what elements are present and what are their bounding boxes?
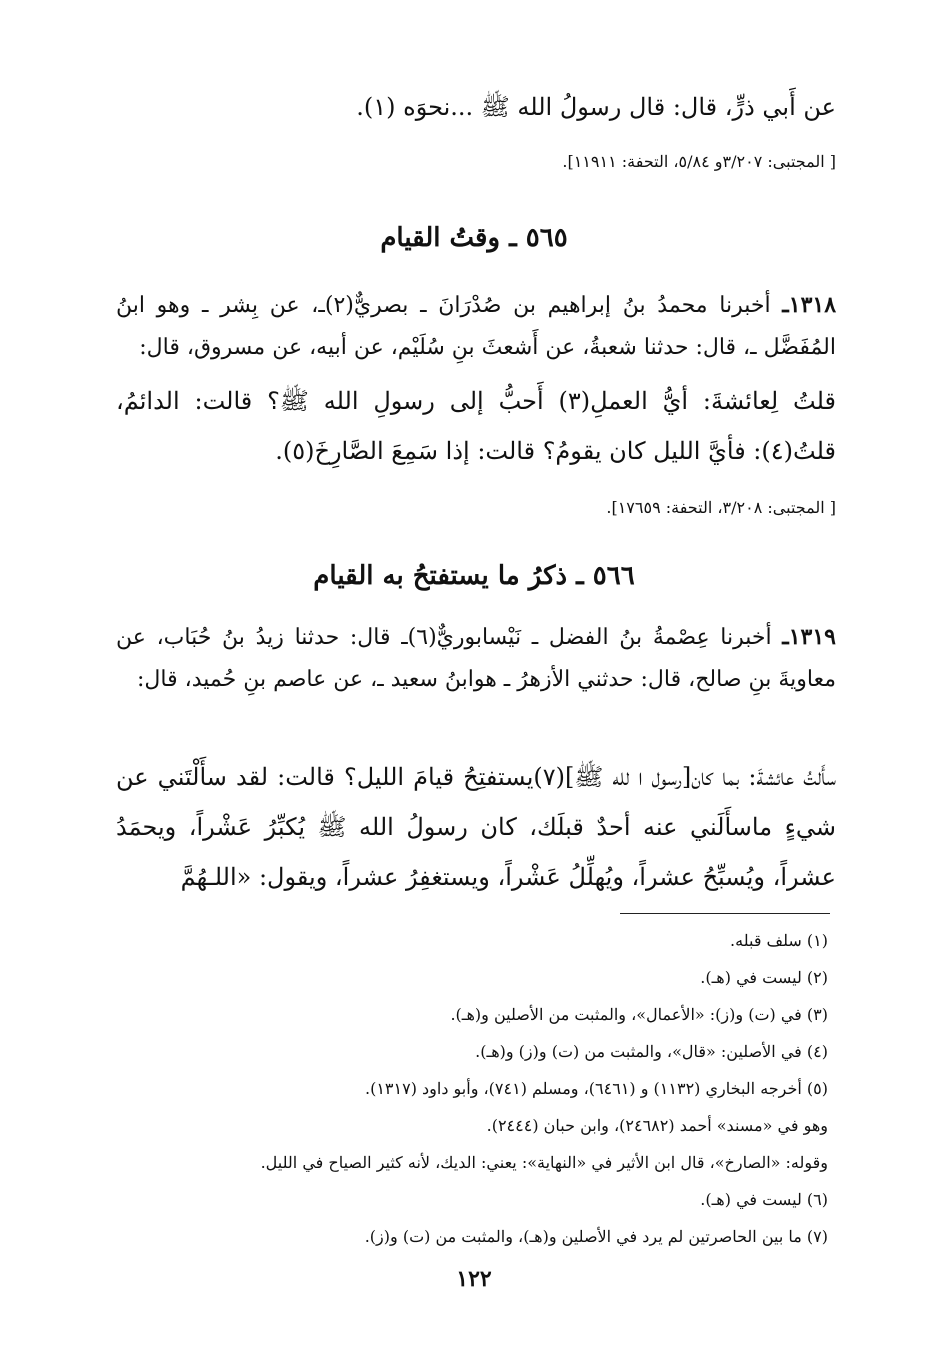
hadith-isnad	[116, 284, 836, 369]
hadith-matn: سأَلتُ عائشةَ: بما كان[رسول ا لله ﷺ](٧)يستفتِحُ قيامَ الليل؟ قالت: لقد سأَلْتَني عن شيءٍ ماسأَلَني عنه أحدٌ قبلَك، كان رسولُ الله ﷺ يُكبِّرُ عَشْراً، ويحمَدُ عشراً، ويُسبِّحُ عشراً، ويُهلِّلُ عَشْراً، ويستغفِرُ عشراً، ويقول: «اللـهُمَّ	[116, 763, 836, 891]
footnote: (٤) في الأصلين: «قال»، والمثبت من (ت) و(ز) و(هـ).	[475, 1042, 828, 1061]
footnote: وهو في «مسند» أحمد (٢٤٦٨٢)، وابن حبان (٢٤٤٤).	[486, 1116, 828, 1135]
page-number: ١٢٢	[456, 1266, 492, 1292]
chapter-heading: ٥٦٥ ـ وقتُ القيام	[380, 223, 568, 253]
footnote-divider	[620, 913, 830, 914]
isnad-text: أخبرنا عِصْمةُ بنُ الفضل ـ نَيْسابوريٌّ(٦)ـ قال: حدثنا زيدُ بنُ حُبَاب، عن معاويةَ بنِ صالح، قال: حدثني الأزهرُ ـ هوابنُ سعيد ـ، عن عاصم بنِ حُميد، قال:	[116, 625, 836, 692]
reference-line: [ المجتبى: ٣/٢٠٨، التحفة: ١٧٦٥٩].	[606, 498, 836, 517]
hadith-isnad	[116, 616, 836, 701]
opening-line: عن أَبي ذرٍّ، قال: قال رسولُ الله ﷺ ...نحوَه (١).	[356, 93, 836, 121]
hadith-number: ١٣١٩ـ	[782, 624, 836, 650]
footnotes	[128, 922, 828, 1255]
isnad-text: أخبرنا محمدُ بنُ إبراهيم بن صُدْرَانَ ـ بصريٌّ(٢)ـ، عن بِشر ـ وهو ابنُ المُفَضَّل ـ، قال: حدثنا شعبةُ، عن أَشعثَ بنِ سُلَيْم، عن أبيه، عن مسروق، قال:	[116, 293, 836, 360]
footnote: (٦) ليست في (هـ).	[700, 1190, 828, 1209]
chapter-heading: ٥٦٦ ـ ذكرُ ما يستفتحُ به القيام	[313, 561, 635, 591]
footnote: (٧) ما بين الحاصرتين لم يرد في الأصلين و(هـ)، والمثبت من (ت) و(ز).	[364, 1227, 828, 1246]
footnote: (٢) ليست في (هـ).	[700, 968, 828, 987]
footnote: (٣) في (ت) و(ز): «الأعمال»، والمثبت من الأصلين و(هـ).	[450, 1005, 828, 1024]
hadith-number: ١٣١٨ـ	[782, 292, 837, 318]
footnote: (٥) أخرجه البخاري (١١٣٢) و (٦٤٦١)، ومسلم (٧٤١)، وأبو داود (١٣١٧).	[364, 1079, 828, 1098]
reference-line: [ المجتبى: ٣/٢٠٧و ٥/٨٤، التحفة: ١١٩١١].	[562, 152, 836, 171]
footnote: (١) سلف قبله.	[730, 931, 828, 950]
footnote: وقوله: «الصارخ»، قال ابن الأثير في «النهاية»: يعني: الديك، لأنه كثير الصياح في الليل.	[260, 1153, 828, 1172]
hadith-matn: قلتُ لِعائشةَ: أيُّ العملِ(٣) أَحبُّ إلى رسولِ الله ﷺ؟ قالت: الدائمُ، قلتُ(٤): فأيَّ الليل كان يقومُ؟ قالت: إذا سَمِعَ الصَّارِخَ(٥).	[116, 387, 836, 465]
